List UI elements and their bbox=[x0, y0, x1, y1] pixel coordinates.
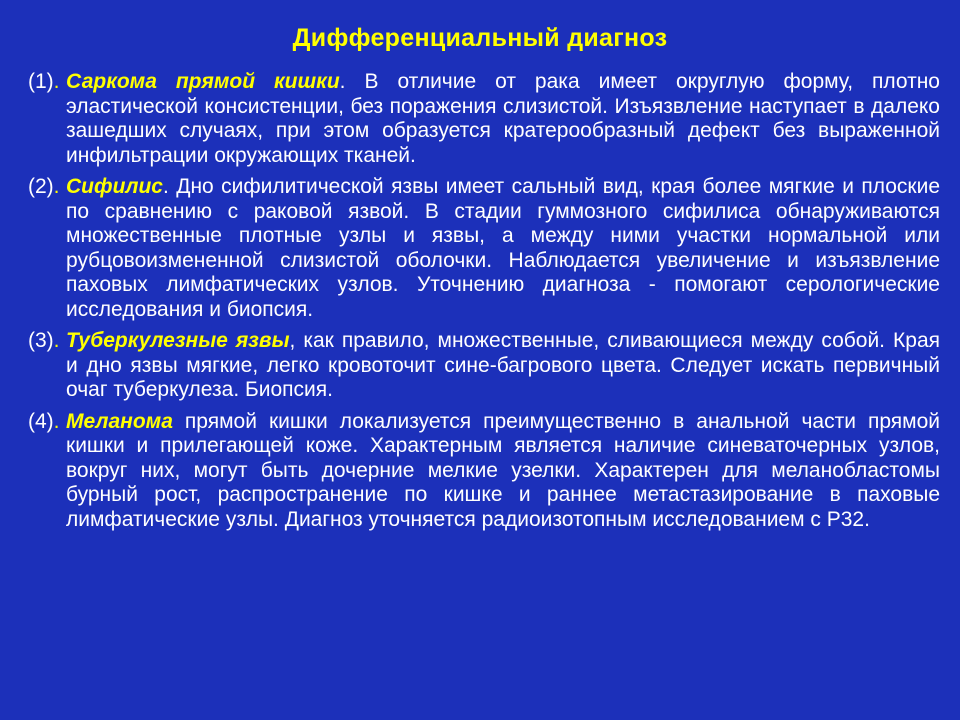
slide-content bbox=[28, 70, 940, 539]
paragraph-text bbox=[66, 410, 940, 533]
term-tuberculous-ulcers: Туберкулезные язвы bbox=[66, 329, 290, 352]
paragraph-body: , как правило, множественные, сливающиеся между собой. Края и дно язвы мягкие, легко кровоточит сине-багрового цвета. Следует искать первичный очаг туберкулеза. Биопсия. bbox=[66, 329, 940, 401]
term-syphilis: Сифилис bbox=[66, 175, 163, 198]
paragraph-text bbox=[66, 70, 940, 168]
paragraph-body: . Дно сифилитической язвы имеет сальный вид, края более мягкие и плоские по сравнению с раковой язвой. В стадии гуммозного сифилиса обнаруживаются множественные плотные узлы и язвы, а между ними участки нормальной или рубцовоизмененной слизистой оболочки. Наблюдается увеличение и изъязвление паховых лимфатических узлов. Уточнению диагноза - помогают серологические исследования и биопсия. bbox=[66, 175, 940, 321]
number-separator: . bbox=[53, 329, 60, 352]
number-separator: . bbox=[53, 175, 60, 198]
paragraph-number bbox=[28, 410, 66, 533]
number-separator: . bbox=[53, 70, 60, 93]
number-label: (2) bbox=[28, 175, 54, 198]
paragraph-text bbox=[66, 175, 940, 322]
paragraph-3 bbox=[28, 329, 940, 403]
paragraph-number bbox=[28, 175, 66, 322]
paragraph-2 bbox=[28, 175, 940, 322]
number-label: (4) bbox=[28, 409, 54, 433]
paragraph-text bbox=[66, 329, 940, 403]
term-sarcoma: Саркома прямой кишки bbox=[66, 70, 340, 93]
paragraph-number bbox=[28, 329, 66, 403]
paragraph-body: прямой кишки локализуется преимущественно в анальной части прямой кишки и прилегающей коже. Характерным является наличие синеваточерных узлов, вокруг них, могут быть дочерние мелкие узелки. Характерен для меланобластомы бурный рост, распространение по кишке и раннее метастазирование в паховые лимфатические узлы. Диагноз уточняется радиоизотопным исследованием с Р32. bbox=[66, 409, 940, 531]
number-separator: . bbox=[53, 409, 60, 433]
paragraph-4 bbox=[28, 410, 940, 533]
number-label: (1) bbox=[28, 70, 54, 93]
term-melanoma: Меланома bbox=[66, 409, 173, 433]
paragraph-body: . В отличие от рака имеет округлую форму, плотно эластической консистенции, без поражения слизистой. Изъязвление наступает в далеко зашедших случаях, при этом образуется кратерообразный дефект без выраженной инфильтрации окружающих тканей. bbox=[66, 70, 940, 167]
paragraph-number bbox=[28, 70, 66, 168]
slide-title: Дифференциальный диагноз bbox=[292, 24, 668, 52]
number-label: (3) bbox=[28, 329, 54, 352]
paragraph-1 bbox=[28, 70, 940, 168]
